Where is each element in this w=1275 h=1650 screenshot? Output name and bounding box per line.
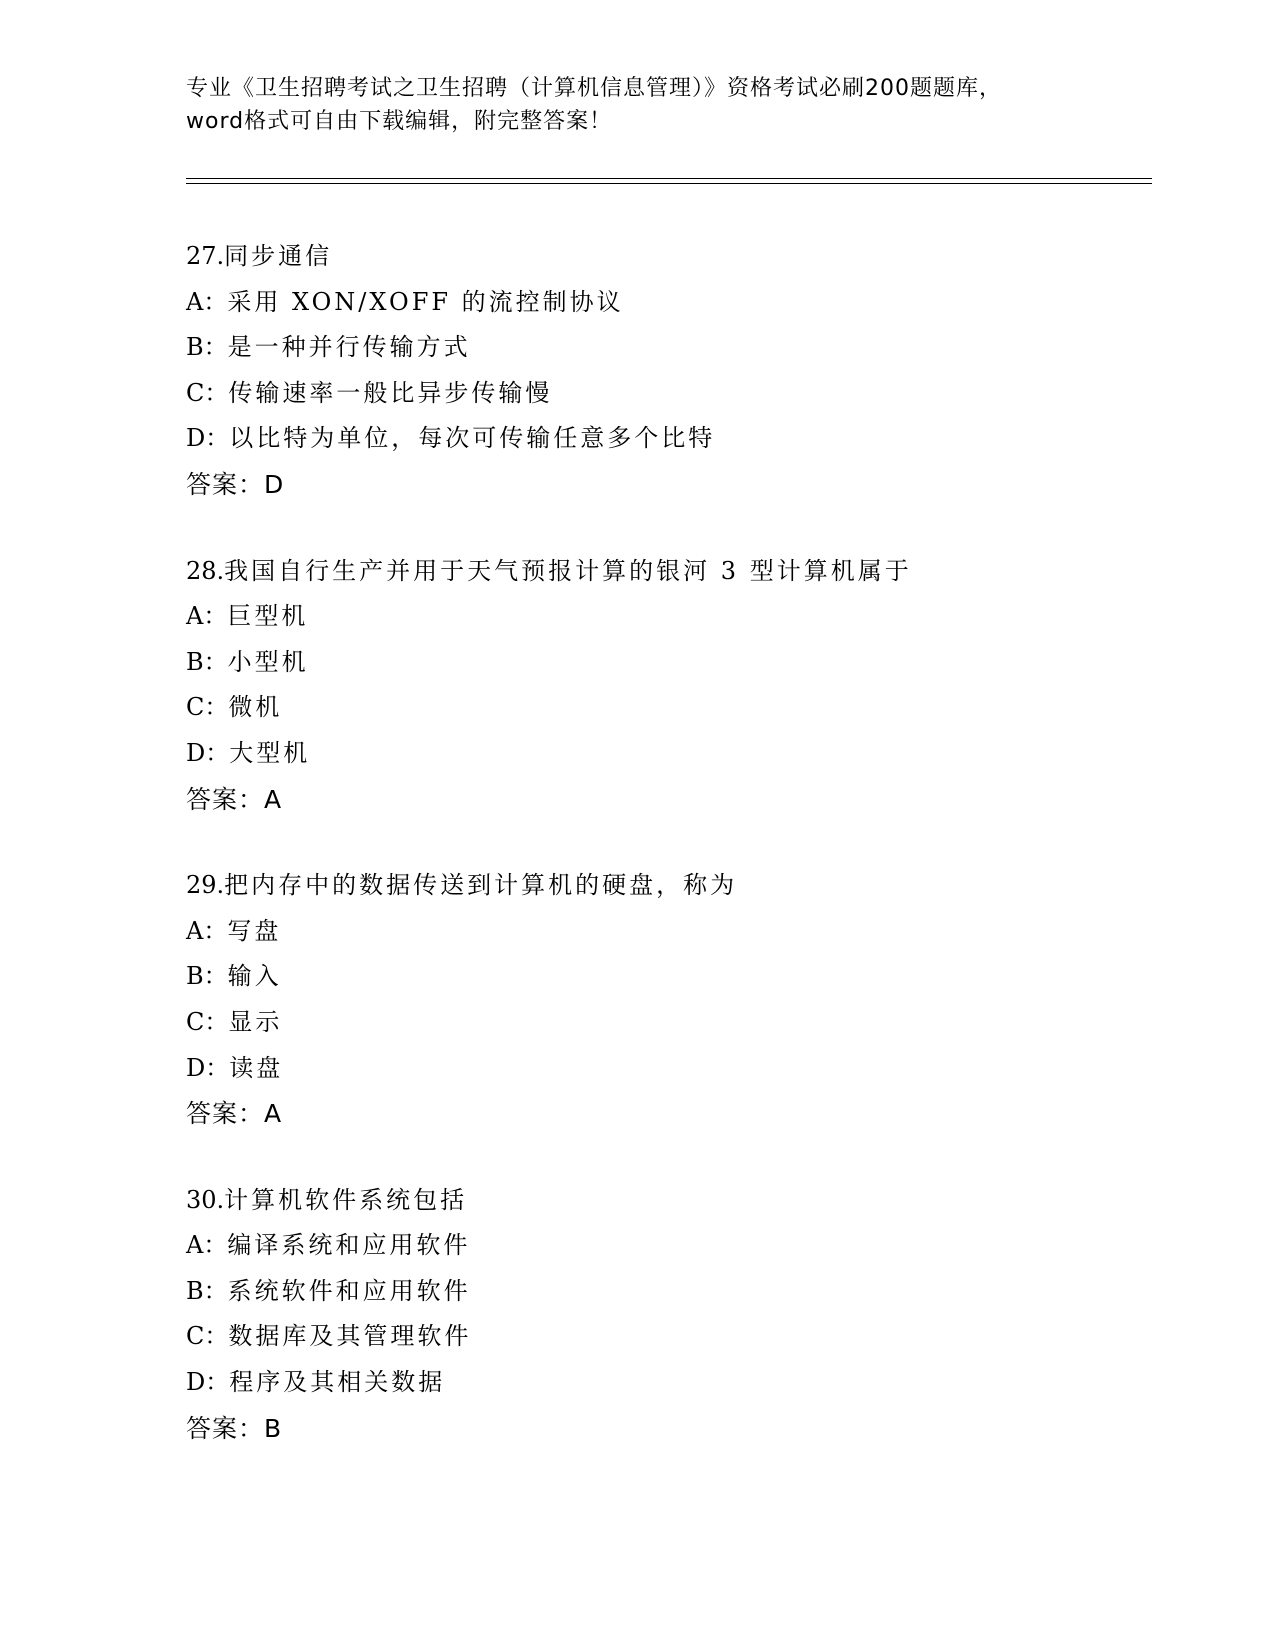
question-text: 计算机软件系统包括: [224, 1185, 468, 1214]
option-letter: B：: [186, 333, 228, 362]
option-letter: A：: [186, 287, 228, 316]
option-b: [186, 640, 1146, 686]
option-d: [186, 731, 1146, 777]
option-a: [186, 594, 1146, 640]
answer-value: A: [264, 1099, 283, 1129]
option-letter: B：: [186, 647, 228, 676]
option-text: 编译系统和应用软件: [227, 1231, 471, 1260]
answer-value: D: [264, 469, 285, 499]
header-line-1: 专业《卫生招聘考试之卫生招聘（计算机信息管理）》资格考试必刷200题题库，: [186, 76, 1002, 101]
option-letter: B：: [186, 1276, 228, 1305]
option-text: 输入: [227, 962, 282, 991]
option-text: 大型机: [229, 738, 311, 767]
option-letter: A：: [186, 602, 228, 631]
option-text: 程序及其相关数据: [229, 1368, 446, 1397]
option-letter: D：: [186, 738, 230, 767]
option-text: 巨型机: [227, 602, 309, 631]
option-text: 以比特为单位，每次可传输任意多个比特: [229, 424, 716, 453]
option-letter: D：: [186, 1368, 230, 1397]
option-c: [186, 1314, 1146, 1360]
option-letter: C：: [186, 693, 229, 722]
answer: [186, 777, 1146, 823]
option-text: 小型机: [227, 647, 309, 676]
option-letter: A：: [186, 1231, 228, 1260]
answer: [186, 1091, 1146, 1137]
option-text: 微机: [228, 693, 283, 722]
option-b: [186, 1269, 1146, 1315]
question-27: [186, 234, 1146, 508]
option-letter: A：: [186, 916, 228, 945]
question-number: 28.: [186, 556, 225, 585]
question-text: 我国自行生产并用于天气预报计算的银河 3 型计算机属于: [224, 556, 912, 585]
question-text: 把内存中的数据传送到计算机的硬盘，称为: [224, 871, 738, 900]
question-text: 同步通信: [224, 242, 333, 270]
header-line-2: word格式可自由下载编辑，附完整答案！: [186, 109, 613, 134]
option-text: 传输速率一般比异步传输慢: [228, 378, 553, 407]
question-28: [186, 549, 1146, 823]
option-text: 显示: [228, 1007, 283, 1036]
option-text: 采用 XON/XOFF 的流控制协议: [227, 287, 624, 316]
option-c: [186, 371, 1146, 417]
question-number: 30.: [186, 1185, 225, 1214]
option-a: [186, 909, 1146, 955]
option-letter: D：: [186, 1053, 230, 1082]
option-a: [186, 1223, 1146, 1269]
option-c: [186, 1000, 1146, 1046]
option-letter: D：: [186, 424, 230, 453]
question-stem: [186, 863, 1146, 909]
option-letter: C：: [186, 1322, 229, 1351]
answer-value: B: [264, 1413, 283, 1443]
option-b: [186, 325, 1146, 371]
answer-label: 答案：: [186, 1413, 265, 1443]
option-text: 读盘: [229, 1053, 284, 1082]
option-letter: C：: [186, 1007, 229, 1036]
answer: [186, 1406, 1146, 1452]
question-number: 29.: [186, 871, 225, 900]
option-text: 是一种并行传输方式: [227, 333, 471, 362]
option-text: 写盘: [227, 916, 282, 945]
option-d: [186, 1046, 1146, 1092]
option-letter: B：: [186, 962, 228, 991]
answer-label: 答案：: [186, 469, 265, 499]
document-header: [186, 72, 1086, 138]
question-list: [186, 234, 1146, 1492]
answer: [186, 462, 1146, 508]
answer-label: 答案：: [186, 784, 265, 814]
option-d: [186, 416, 1146, 462]
header-divider-top: [186, 178, 1152, 179]
question-stem: [186, 1178, 1146, 1224]
answer-value: A: [264, 784, 283, 814]
option-text: 系统软件和应用软件: [227, 1276, 471, 1305]
option-a: [186, 280, 1146, 326]
option-letter: C：: [186, 378, 229, 407]
question-stem: [186, 549, 1146, 595]
option-d: [186, 1360, 1146, 1406]
question-number: 27.: [186, 242, 225, 270]
question-29: [186, 863, 1146, 1137]
answer-label: 答案：: [186, 1099, 265, 1129]
option-c: [186, 685, 1146, 731]
question-stem: [186, 234, 1146, 280]
question-30: [186, 1178, 1146, 1452]
option-text: 数据库及其管理软件: [228, 1322, 472, 1351]
header-divider-bottom: [186, 183, 1152, 184]
option-b: [186, 954, 1146, 1000]
